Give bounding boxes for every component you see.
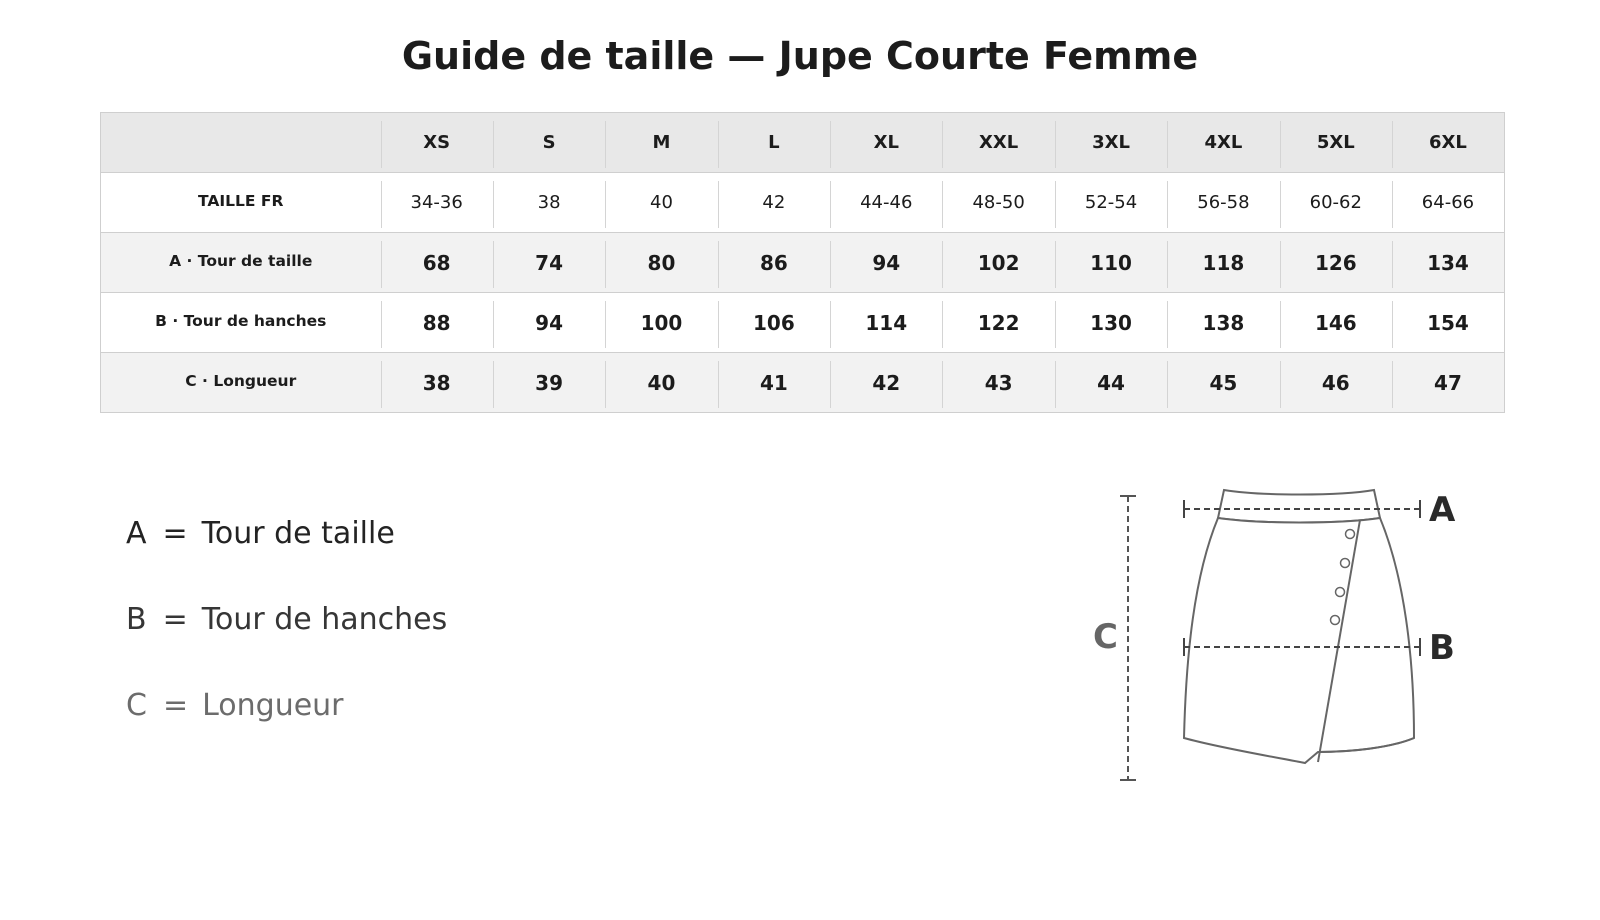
cell-value: 40 [647, 370, 676, 395]
skirt-diagram [1070, 466, 1470, 806]
cell-value: 34-36 [410, 192, 463, 213]
header-cell [1167, 113, 1279, 173]
table-cell [1167, 353, 1279, 413]
table-cell [942, 233, 1054, 293]
header-cell [1055, 113, 1167, 173]
table-cell [830, 293, 942, 353]
table-cell [1280, 173, 1392, 233]
table-cell [605, 233, 717, 293]
table-cell [1055, 173, 1167, 233]
table-cell [1167, 293, 1279, 353]
row-label: TAILLE FR [198, 192, 284, 210]
row-label-cell [101, 353, 381, 413]
cell-value: 80 [647, 250, 676, 275]
table-cell [942, 293, 1054, 353]
legend-item-b: B = Tour de hanches [126, 602, 448, 637]
cell-value: 146 [1314, 310, 1357, 335]
table-cell [1392, 293, 1504, 353]
legend-item-c: C = Longueur [126, 688, 344, 723]
table-row [101, 173, 1505, 233]
table-cell [1167, 173, 1279, 233]
cell-value: 110 [1090, 250, 1132, 275]
row-label: B · Tour de hanches [155, 312, 327, 330]
legend-text: Longueur [202, 688, 344, 723]
size-label: 6XL [1429, 132, 1467, 153]
legend-letter: B [126, 602, 147, 637]
cell-value: 40 [650, 192, 673, 213]
size-label: 5XL [1316, 132, 1355, 153]
cell-value: 86 [759, 250, 788, 275]
cell-value: 102 [977, 250, 1020, 275]
cell-value: 44 [1097, 370, 1125, 395]
size-table [100, 112, 1505, 413]
row-label-cell [101, 173, 381, 233]
table-cell [381, 233, 493, 293]
row-label-cell [101, 233, 381, 293]
table-cell [605, 293, 717, 353]
table-row [101, 353, 1505, 413]
size-label: M [652, 132, 671, 153]
header-cell [1280, 113, 1392, 173]
cell-value: 74 [535, 250, 563, 275]
cell-value: 45 [1209, 370, 1238, 395]
cell-value: 154 [1427, 310, 1469, 335]
cell-value: 64-66 [1421, 192, 1475, 213]
cell-value: 106 [752, 310, 795, 335]
row-label: C · Longueur [185, 372, 297, 390]
diagram-label-b: B [1429, 628, 1455, 668]
header-cell [1392, 113, 1504, 173]
header-corner-cell [101, 113, 381, 173]
row-label: A · Tour de taille [169, 252, 313, 270]
cell-value: 68 [422, 250, 451, 275]
cell-value: 43 [984, 370, 1013, 395]
legend-item-a: A = Tour de taille [126, 516, 395, 551]
table-cell [830, 173, 942, 233]
cell-value: 48-50 [972, 192, 1025, 213]
cell-value: 100 [640, 310, 683, 335]
diagram-label-a: A [1429, 490, 1456, 530]
diagram-label-c: C [1093, 617, 1118, 657]
row-label-cell [101, 293, 381, 353]
skirt-diagram-svg [1070, 466, 1470, 806]
skirt-icon [1184, 490, 1414, 763]
cell-value: 88 [422, 310, 451, 335]
cell-value: 56-58 [1197, 192, 1250, 213]
table-cell [381, 293, 493, 353]
cell-value: 138 [1202, 310, 1245, 335]
table-cell [942, 353, 1054, 413]
table-row [101, 233, 1505, 293]
header-cell [830, 113, 942, 173]
cell-value: 39 [535, 370, 563, 395]
size-label: S [542, 132, 556, 153]
header-cell [605, 113, 717, 173]
table-cell [1280, 293, 1392, 353]
size-label: XS [423, 132, 451, 153]
table-cell [493, 173, 605, 233]
cell-value: 94 [872, 250, 901, 275]
cell-value: 41 [759, 370, 788, 395]
table-cell [1167, 233, 1279, 293]
header-cell [493, 113, 605, 173]
legend-text: Tour de hanches [201, 602, 448, 637]
table-cell [493, 353, 605, 413]
cell-value: 130 [1090, 310, 1132, 335]
cell-value: 94 [535, 310, 563, 335]
size-label: XL [873, 132, 899, 153]
table-cell [381, 353, 493, 413]
table-cell [1280, 353, 1392, 413]
cell-value: 47 [1434, 370, 1462, 395]
size-label: L [768, 132, 780, 153]
table-cell [718, 173, 830, 233]
legend-text: Tour de taille [201, 516, 395, 551]
size-label: 4XL [1204, 132, 1243, 153]
cell-value: 42 [762, 192, 786, 213]
cell-value: 122 [977, 310, 1020, 335]
header-cell [381, 113, 493, 173]
table-cell [718, 233, 830, 293]
table-cell [1392, 233, 1504, 293]
table-cell [493, 233, 605, 293]
cell-value: 126 [1314, 250, 1357, 275]
table-header-row [101, 113, 1505, 173]
table-cell [718, 293, 830, 353]
table-cell [1055, 293, 1167, 353]
length-measure-line [1120, 496, 1136, 780]
table-cell [830, 353, 942, 413]
header-cell [718, 113, 830, 173]
page-title: Guide de taille — Jupe Courte Femme [401, 34, 1199, 78]
header-cell [942, 113, 1054, 173]
table-cell [1055, 233, 1167, 293]
table-row [101, 293, 1505, 353]
cell-value: 46 [1321, 370, 1350, 395]
size-label: 3XL [1092, 132, 1130, 153]
cell-value: 114 [865, 310, 908, 335]
cell-value: 38 [422, 370, 451, 395]
table-cell [718, 353, 830, 413]
size-label: XXL [979, 132, 1019, 153]
cell-value: 52-54 [1084, 192, 1138, 213]
table-cell [605, 173, 717, 233]
cell-value: 134 [1427, 250, 1469, 275]
cell-value: 44-46 [860, 192, 913, 213]
cell-value: 42 [872, 370, 901, 395]
table-cell [1392, 173, 1504, 233]
cell-value: 38 [537, 192, 561, 213]
table-cell [830, 233, 942, 293]
table-cell [942, 173, 1054, 233]
table-cell [1055, 353, 1167, 413]
table-cell [493, 293, 605, 353]
cell-value: 118 [1202, 250, 1245, 275]
table-cell [1280, 233, 1392, 293]
cell-value: 60-62 [1309, 192, 1362, 213]
legend-letter: A [126, 516, 147, 551]
legend-letter: C [126, 688, 147, 723]
table-cell [381, 173, 493, 233]
table-cell [605, 353, 717, 413]
table-cell [1392, 353, 1504, 413]
